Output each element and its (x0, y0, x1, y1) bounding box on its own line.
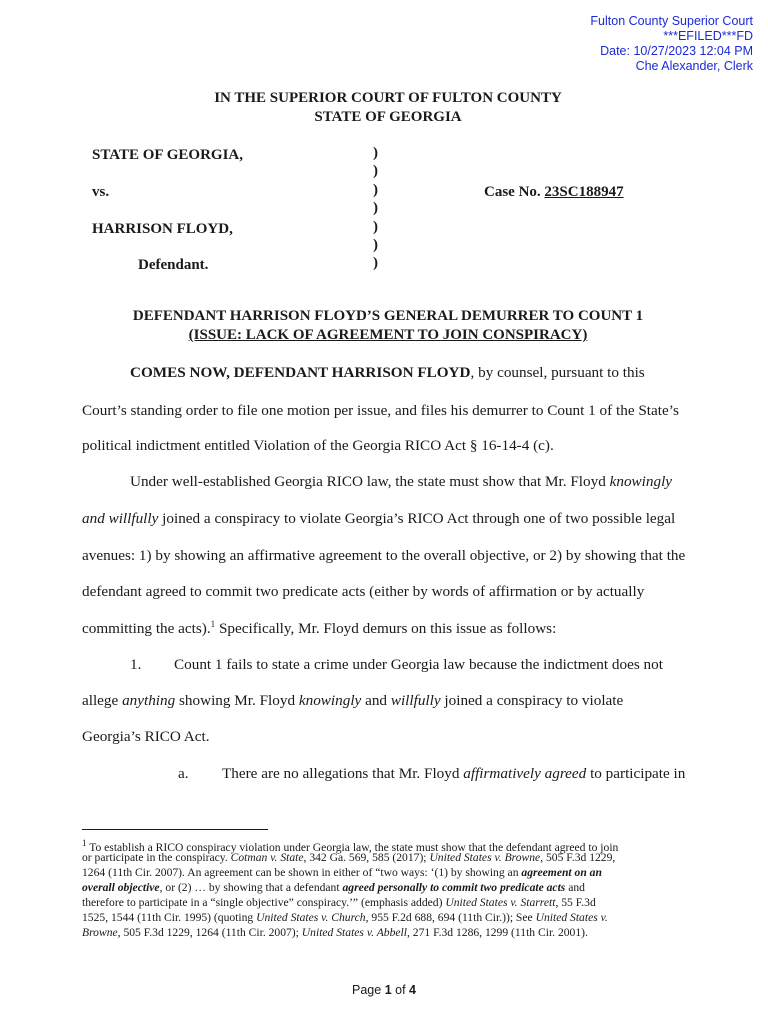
body-italic: affirmatively agreed (463, 765, 587, 782)
page-of: of (395, 983, 406, 997)
page-current: 1 (384, 983, 392, 997)
footnote-text: 1264 (11th Cir. 2007). An agreement can be shown in either of “two ways: ‘(1) by showing an (82, 866, 522, 879)
footnote-line (82, 896, 596, 910)
document-title (0, 307, 768, 345)
body-italic: anything (122, 692, 176, 709)
footnote-line (82, 926, 588, 940)
footnote-italic: Cotman v. State (230, 851, 304, 864)
body-text: There are no allegations that Mr. Floyd (222, 765, 464, 782)
body-text: to participate in (586, 765, 686, 782)
stamp-efiled: ***EFILED***FD (663, 29, 753, 43)
footnote-text: , 505 F.3d 1229, 1264 (11th Cir. 2007); (117, 926, 302, 939)
caption-paren: ) (373, 237, 378, 254)
court-state: STATE OF GEORGIA (314, 109, 462, 125)
case-number-block (484, 184, 624, 201)
footnote-text: and (565, 881, 585, 894)
caption-paren: ) (373, 218, 378, 235)
body-text: Under well-established Georgia RICO law, the state must show that Mr. Floyd (130, 473, 610, 490)
body-line: avenues: 1) by showing an affirmative agreement to the overall objective, or 2) by showing that the (82, 547, 686, 564)
caption-paren: ) (373, 163, 378, 180)
item-letter: a. (178, 765, 189, 782)
footnote-line (82, 881, 585, 895)
body-bold: COMES NOW, DEFENDANT HARRISON FLOYD (130, 364, 471, 381)
footnote-text: 1525, 1544 (11th Cir. 1995) (quoting (82, 911, 257, 924)
body-line (130, 364, 645, 382)
court-name: IN THE SUPERIOR COURT OF FULTON COUNTY (214, 90, 562, 106)
title-line-2: (ISSUE: LACK OF AGREEMENT TO JOIN CONSPIRACY) (188, 327, 588, 343)
body-line: Georgia’s RICO Act. (82, 728, 210, 745)
item-number: 1. (130, 656, 142, 673)
footnote-marker: 1 (82, 838, 87, 848)
body-italic: knowingly (298, 692, 362, 709)
caption-defendant-name: HARRISON FLOYD, (92, 221, 233, 237)
footnote-bold-italic: agreed personally to commit two predicate acts (342, 881, 566, 894)
court-heading (0, 89, 768, 127)
caption-paren: ) (373, 145, 378, 161)
body-line (82, 692, 623, 710)
footnote-text: To establish a RICO conspiracy violation under Georgia law, the state must show that the defendant agreed to join (86, 840, 619, 854)
footnote-italic: Browne (82, 926, 118, 939)
footnote-divider (82, 829, 268, 830)
body-line: Count 1 fails to state a crime under Georgia law because the indictment does not (174, 656, 663, 673)
body-line: Court’s standing order to file one motion per issue, and files his demurrer to Count 1 of the State’s (82, 402, 679, 419)
page-label: Page (352, 983, 382, 997)
stamp-date: Date: 10/27/2023 12:04 PM (600, 44, 753, 58)
body-text: and (361, 692, 391, 709)
body-text: committing the acts). (82, 620, 211, 638)
body-italic: and willfully (82, 510, 159, 527)
body-line: political indictment entitled Violation of the Georgia RICO Act § 16-14-4 (c). (82, 437, 554, 454)
footnote-italic: United States v. (535, 911, 608, 924)
caption-defendant-label: Defendant. (138, 257, 209, 273)
footnote-text: , or (2) … by showing that a defendant (159, 881, 343, 894)
footnote-text: , 55 F.3d (555, 896, 596, 909)
caption-paren: ) (373, 181, 378, 198)
body-text: joined a conspiracy to violate (440, 692, 624, 709)
page-number (0, 983, 768, 997)
footnote-bold-italic: overall objective (82, 881, 160, 894)
body-line (222, 765, 685, 783)
title-line-1: DEFENDANT HARRISON FLOYD’S GENERAL DEMURRER TO COUNT 1 (132, 308, 644, 324)
case-label: Case No. (484, 184, 541, 200)
case-number: 23SC188947 (544, 184, 624, 200)
caption-vs: vs. (92, 184, 110, 200)
body-italic: knowingly (609, 473, 673, 490)
footnote-text: , 505 F.3d 1229, (540, 851, 616, 864)
stamp-court: Fulton County Superior Court (590, 14, 753, 28)
body-line (82, 510, 675, 528)
body-line (130, 473, 672, 491)
footnote-text: , 955 F.2d 688, 694 (11th Cir.)); See (365, 911, 536, 924)
body-line (82, 619, 556, 638)
footnote-text: , 342 Ga. 569, 585 (2017); (303, 851, 430, 864)
footnote-italic: United States v. Browne (429, 851, 541, 864)
body-line: defendant agreed to commit two predicate acts (either by words of affirmation or by actually (82, 583, 645, 600)
footnote-ref: 1 (210, 619, 216, 629)
stamp-clerk: Che Alexander, Clerk (635, 59, 753, 73)
page-total: 4 (409, 983, 416, 997)
footnote-line (82, 866, 602, 880)
footnote-italic: United States v. Church (256, 911, 366, 924)
body-text: joined a conspiracy to violate Georgia’s RICO Act through one of two possible legal (158, 510, 676, 527)
body-text: Specifically, Mr. Floyd demurs on this issue as follows: (215, 620, 557, 638)
body-text: allege (82, 692, 123, 709)
caption-parentheses (373, 144, 378, 273)
footnote-text: , 271 F.3d 1286, 1299 (11th Cir. 2001). (406, 926, 588, 939)
caption-paren: ) (373, 255, 378, 272)
body-text: showing Mr. Floyd (175, 692, 299, 709)
footnote-text: therefore to participate in a “single objective” conspiracy.’” (emphasis added) (82, 896, 446, 909)
footnote-line (82, 851, 615, 865)
caption-paren: ) (373, 200, 378, 217)
body-italic: willfully (390, 692, 441, 709)
footnote-bold-italic: agreement on an (521, 866, 602, 879)
footnote-line (82, 911, 608, 925)
footnote-italic: United States v. Abbell (301, 926, 407, 939)
caption-plaintiff: STATE OF GEORGIA, (92, 147, 243, 163)
footnote-italic: United States v. Starrett (445, 896, 556, 909)
body-text: , by counsel, pursuant to this (470, 364, 645, 381)
footnote-text: or participate in the conspiracy. (82, 851, 231, 864)
efiled-stamp (590, 14, 753, 74)
